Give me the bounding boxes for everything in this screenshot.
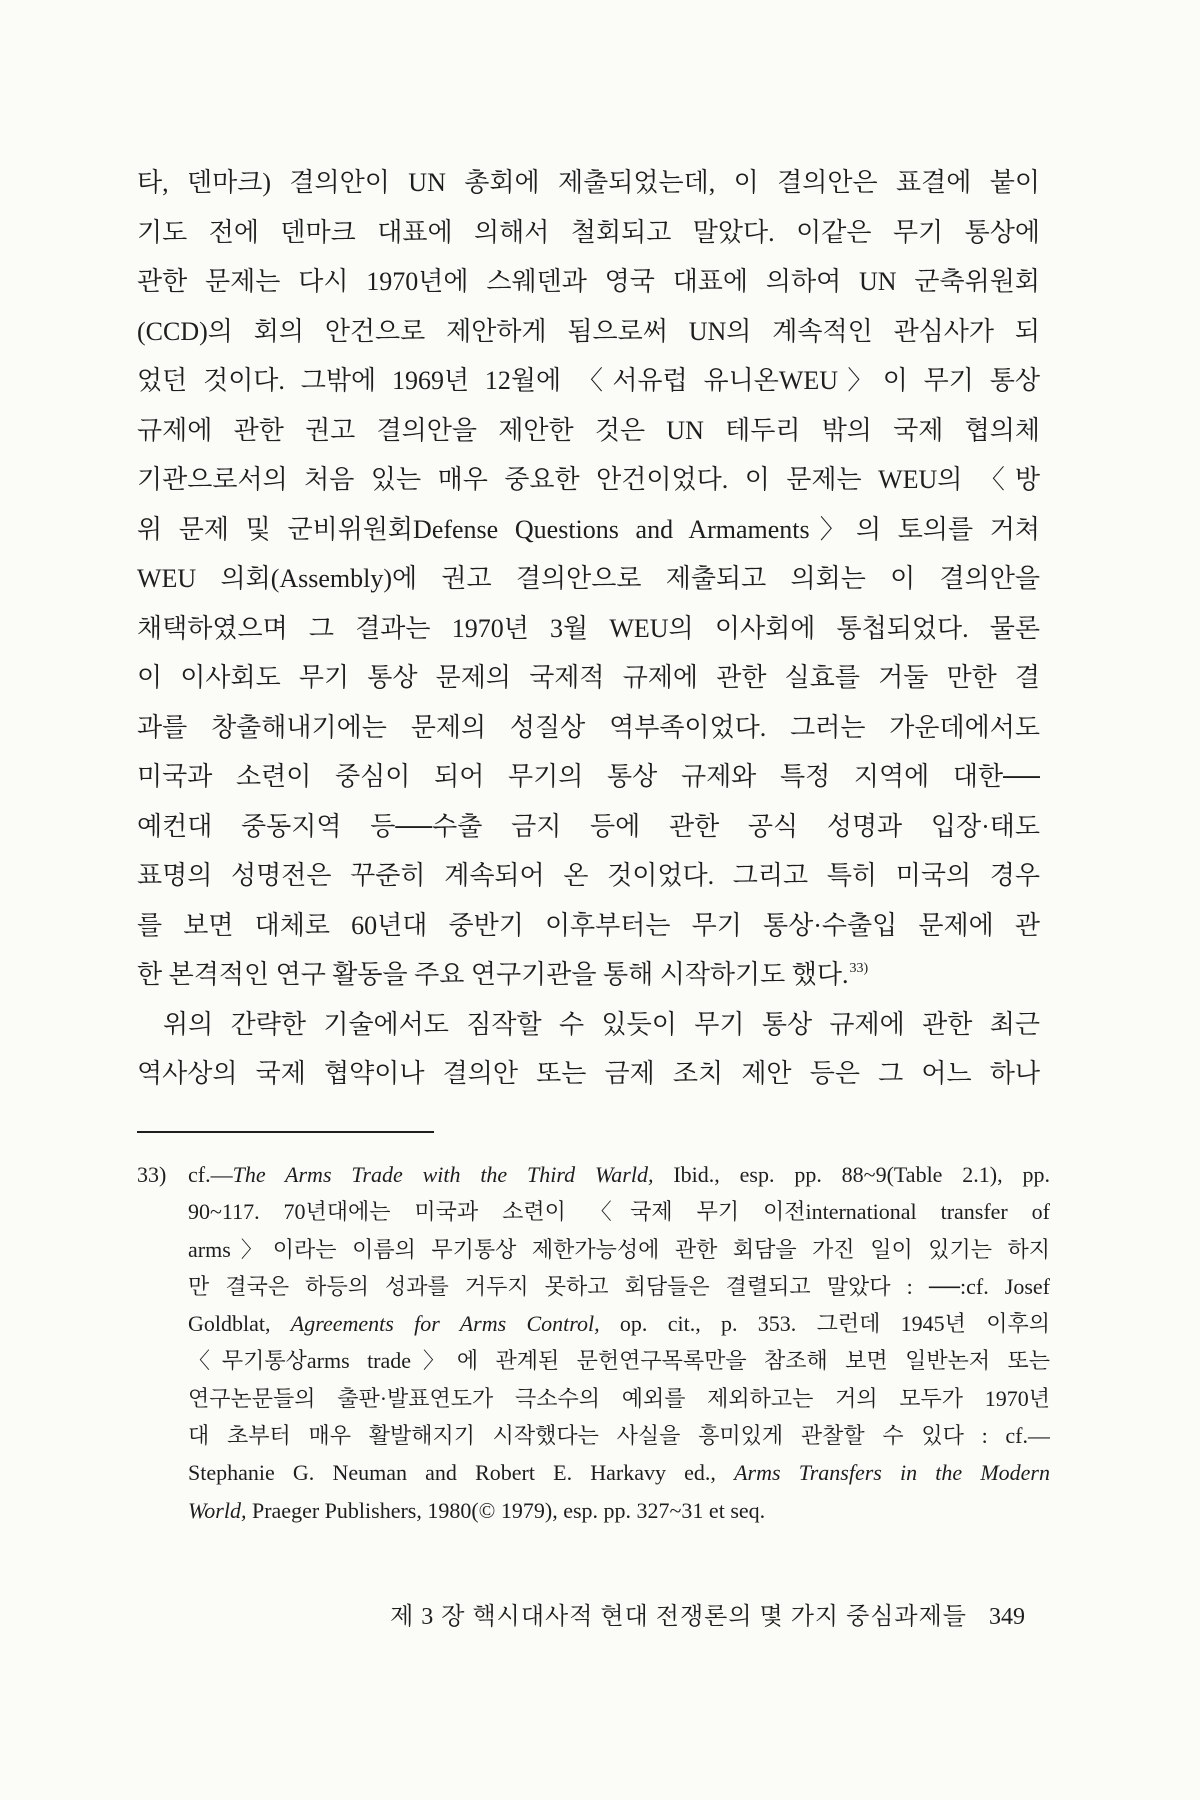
body-text — [137, 158, 1040, 1099]
footnote-line — [137, 1268, 1050, 1305]
body-line: 타, 덴마크) 결의안이 UN 총회에 제출되었는데, 이 결의안은 표결에 붙이 — [137, 168, 1040, 197]
footnote-text: Goldblat, — [188, 1311, 291, 1337]
footnote-text: Stephanie G. Neuman and Robert E. Harkavy ed., — [188, 1460, 735, 1486]
chapter-title: 제 3 장 핵시대사적 현대 전쟁론의 몇 가지 중심과제들 — [390, 1604, 967, 1630]
body-line: (CCD)의 회의 안건으로 제안하게 됨으로써 UN의 계속적인 관심사가 되 — [137, 316, 1040, 346]
body-line: 위 문제 및 군비위원회Defense Questions and Armaments〉의 토의를 거쳐 — [137, 514, 1040, 544]
body-line: 예컨대 중동지역 등──수출 금지 등에 관한 공식 성명과 입장·태도 — [137, 811, 1040, 841]
footnote-line — [137, 1454, 1050, 1491]
body-line — [137, 950, 1040, 1000]
footnote-line — [137, 1380, 1050, 1417]
footnote — [137, 1156, 1050, 1529]
footnote-text: Praeger Publishers, 1980(© 1979), esp. pp. 327~31 et seq. — [246, 1497, 766, 1523]
footnote-text: 연구논문들의 출판·발표연도가 극소수의 예외를 제외하고는 거의 모두가 1970년 — [188, 1385, 1050, 1411]
body-line: 관한 문제는 다시 1970년에 스웨덴과 영국 대표에 의하여 UN 군축위원회 — [137, 267, 1040, 296]
footnote-text: arms〉이라는 이름의 무기통상 제한가능성에 관한 회담을 가진 일이 있기는 하지 — [188, 1236, 1050, 1262]
body-line: WEU 의회(Assembly)에 권고 결의안으로 제출되고 의회는 이 결의안을 — [137, 564, 1040, 593]
body-line: 채택하였으며 그 결과는 1970년 3월 WEU의 이사회에 통첩되었다. 물론 — [137, 613, 1040, 643]
footnote-line — [137, 1492, 1050, 1529]
body-line: 규제에 관한 권고 결의안을 제안한 것은 UN 테두리 밖의 국제 협의체 — [137, 415, 1040, 445]
footnote-line — [137, 1305, 1050, 1342]
footnote-reference: 33) — [849, 961, 869, 976]
body-line: 미국과 소련이 중심이 되어 무기의 통상 규제와 특정 지역에 대한── — [137, 762, 1040, 791]
footnote-italic-title: World, — [188, 1497, 247, 1523]
footnote-number: 33) — [137, 1162, 167, 1187]
body-line: 기도 전에 덴마크 대표에 의해서 철회되고 말았다. 이같은 무기 통상에 — [137, 217, 1040, 247]
body-line: 위의 간략한 기술에서도 짐작할 수 있듯이 무기 통상 규제에 관한 최근 — [163, 1009, 1040, 1039]
footnote-line — [137, 1156, 1050, 1193]
page-number: 349 — [989, 1604, 1025, 1630]
footnote-text: 〈무기통상arms trade〉에 관계된 문헌연구목록만을 참조해 보면 일반논저 또는 — [188, 1348, 1050, 1374]
footnote-line — [137, 1231, 1050, 1268]
body-line: 과를 창출해내기에는 문제의 성질상 역부족이었다. 그러는 가운데에서도 — [137, 712, 1040, 742]
body-line: 었던 것이다. 그밖에 1969년 12월에 〈서유럽 유니온WEU〉이 무기 통상 — [137, 366, 1040, 395]
footnote-text: 만 결국은 하등의 성과를 거두지 못하고 회담들은 결렬되고 말았다 : ──:cf. Josef — [188, 1273, 1050, 1299]
body-line: 역사상의 국제 협약이나 결의안 또는 금제 조치 제안 등은 그 어느 하나 — [137, 1059, 1040, 1088]
footnote-line — [137, 1193, 1050, 1230]
footnote-line — [137, 1342, 1050, 1379]
body-line: 표명의 성명전은 꾸준히 계속되어 온 것이었다. 그리고 특히 미국의 경우 — [137, 861, 1040, 890]
body-line: 기관으로서의 처음 있는 매우 중요한 안건이었다. 이 문제는 WEU의 〈방 — [137, 465, 1040, 494]
body-line: 이 이사회도 무기 통상 문제의 국제적 규제에 관한 실효를 거둘 만한 결 — [137, 663, 1040, 692]
footnote-italic-title: Agreements for Arms Control, — [290, 1311, 600, 1337]
footnote-text: 대 초부터 매우 활발해지기 시작했다는 사실을 흥미있게 관찰할 수 있다 : cf.— — [188, 1423, 1050, 1449]
footnote-text: op. cit., p. 353. 그런데 1945년 이후의 — [599, 1311, 1050, 1337]
footnote-text: Ibid., esp. pp. 88~9(Table 2.1), pp. — [653, 1162, 1050, 1187]
body-line: 를 보면 대체로 60년대 중반기 이후부터는 무기 통상·수출입 문제에 관 — [137, 910, 1040, 940]
footnote-line — [137, 1417, 1050, 1454]
footnote-italic-title: Arms Transfers in the Modern — [734, 1460, 1050, 1486]
body-line-text: 한 본격적인 연구 활동을 주요 연구기관을 통해 시작하기도 했다. — [137, 960, 849, 989]
running-footer — [300, 1598, 1025, 1636]
footnote-text: 90~117. 70년대에는 미국과 소련이 〈국제 무기 이전international transfer of — [188, 1199, 1050, 1225]
footnote-text: cf.— — [188, 1162, 233, 1187]
footnote-italic-title: The Arms Trade with the Third Warld, — [232, 1162, 654, 1187]
footnote-divider — [137, 1131, 434, 1133]
